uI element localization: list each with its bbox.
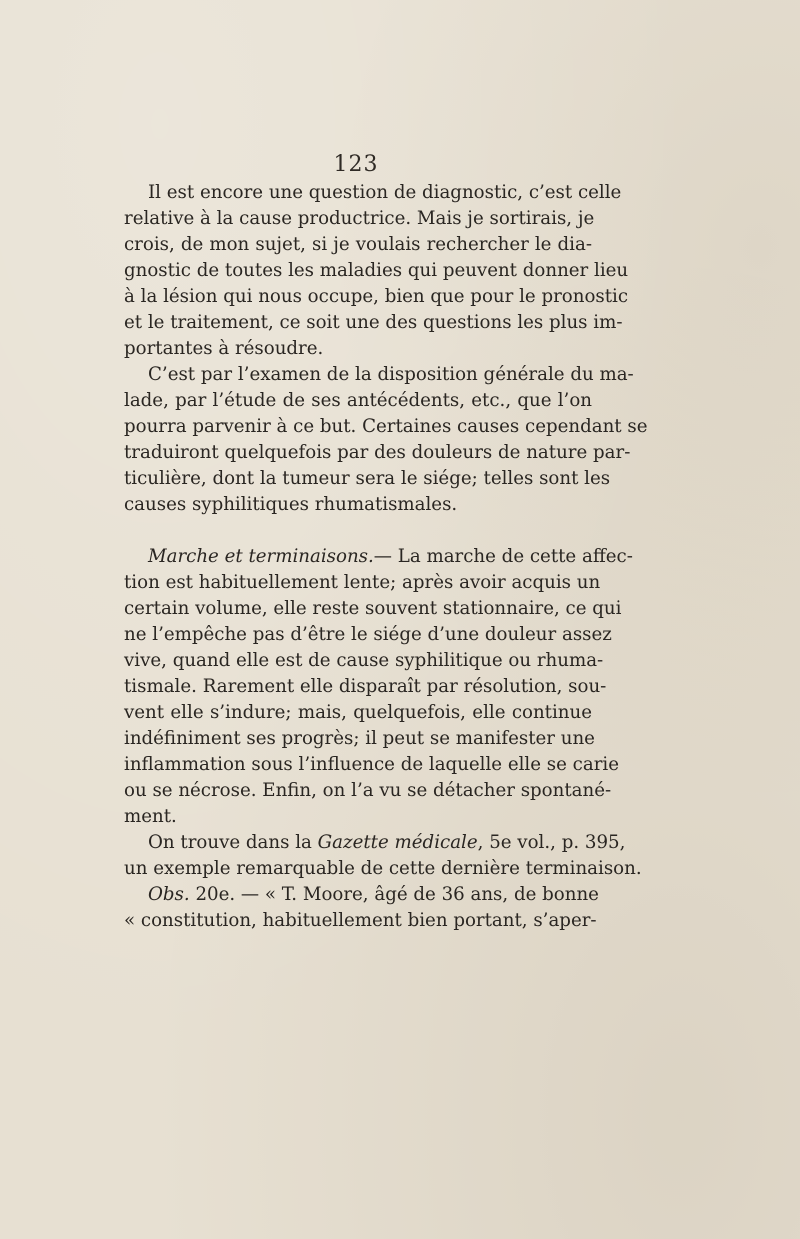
section-gap xyxy=(124,518,592,544)
paragraph-diagnostic xyxy=(124,180,629,362)
paragraph-marche xyxy=(124,544,633,830)
text-line: traduiront quelquefois par des douleurs de nature par- xyxy=(124,442,631,463)
text-line xyxy=(124,830,626,856)
text-line: lade, par l’étude de ses antécédents, etc., que l’on xyxy=(124,390,592,411)
text-line: vive, quand elle est de cause syphilitique ou rhuma- xyxy=(124,650,604,671)
text-line: un exemple remarquable de cette dernière terminaison. xyxy=(124,858,642,879)
text-line: ment. xyxy=(124,806,177,827)
text-run: 20e. — « T. Moore, âgé de 36 ans, de bonne xyxy=(189,884,599,905)
text-line: à la lésion qui nous occupe, bien que pour le pronostic xyxy=(124,286,629,307)
text-line: vent elle s’indure; mais, quelquefois, elle continue xyxy=(124,702,592,723)
body-text xyxy=(124,180,648,934)
page-number: 123 xyxy=(333,152,379,177)
text-run: — La marche de cette affec- xyxy=(373,546,633,567)
text-line: « constitution, habituellement bien portant, s’aper- xyxy=(124,910,597,931)
text-line: certain volume, elle reste souvent stationnaire, ce qui xyxy=(124,598,622,619)
obs-label: Obs. xyxy=(148,884,190,905)
text-line: indéfiniment ses progrès; il peut se manifester une xyxy=(124,728,595,749)
text-line: inflammation sous l’influence de laquelle elle se carie xyxy=(124,754,619,775)
text-line: tion est habituellement lente; après avoir acquis un xyxy=(124,572,601,593)
section-heading: Marche et terminaisons. xyxy=(148,546,374,567)
text-line: Il est encore une question de diagnostic, c’est celle xyxy=(148,182,622,203)
paragraph-observation xyxy=(124,882,599,934)
journal-title: Gazette médicale xyxy=(317,832,478,853)
text-line: tismale. Rarement elle disparaît par résolution, sou- xyxy=(124,676,607,697)
text-line: ne l’empêche pas d’être le siége d’une douleur assez xyxy=(124,624,612,645)
text-line: pourra parvenir à ce but. Certaines causes cependant se xyxy=(124,416,648,437)
text-line: C’est par l’examen de la disposition générale du ma- xyxy=(148,364,634,385)
paragraph-gazette xyxy=(124,830,642,882)
text-line: gnostic de toutes les maladies qui peuvent donner lieu xyxy=(124,260,629,281)
text-line: ticulière, dont la tumeur sera le siége; telles sont les xyxy=(124,468,611,489)
text-line: relative à la cause productrice. Mais je sortirais, je xyxy=(124,208,595,229)
text-line: causes syphilitiques rhumatismales. xyxy=(124,494,458,515)
text-line: et le traitement, ce soit une des questions les plus im- xyxy=(124,312,623,333)
text-run: On trouve dans la xyxy=(148,832,318,853)
text-line xyxy=(124,882,599,908)
text-line xyxy=(124,544,633,570)
text-run: , 5e vol., p. 395, xyxy=(477,832,626,853)
paragraph-examen xyxy=(124,362,648,518)
text-line: ou se nécrose. Enfin, on l’a vu se détacher spontané- xyxy=(124,780,612,801)
text-line: crois, de mon sujet, si je voulais rechercher le dia- xyxy=(124,234,592,255)
text-line: portantes à résoudre. xyxy=(124,338,324,359)
